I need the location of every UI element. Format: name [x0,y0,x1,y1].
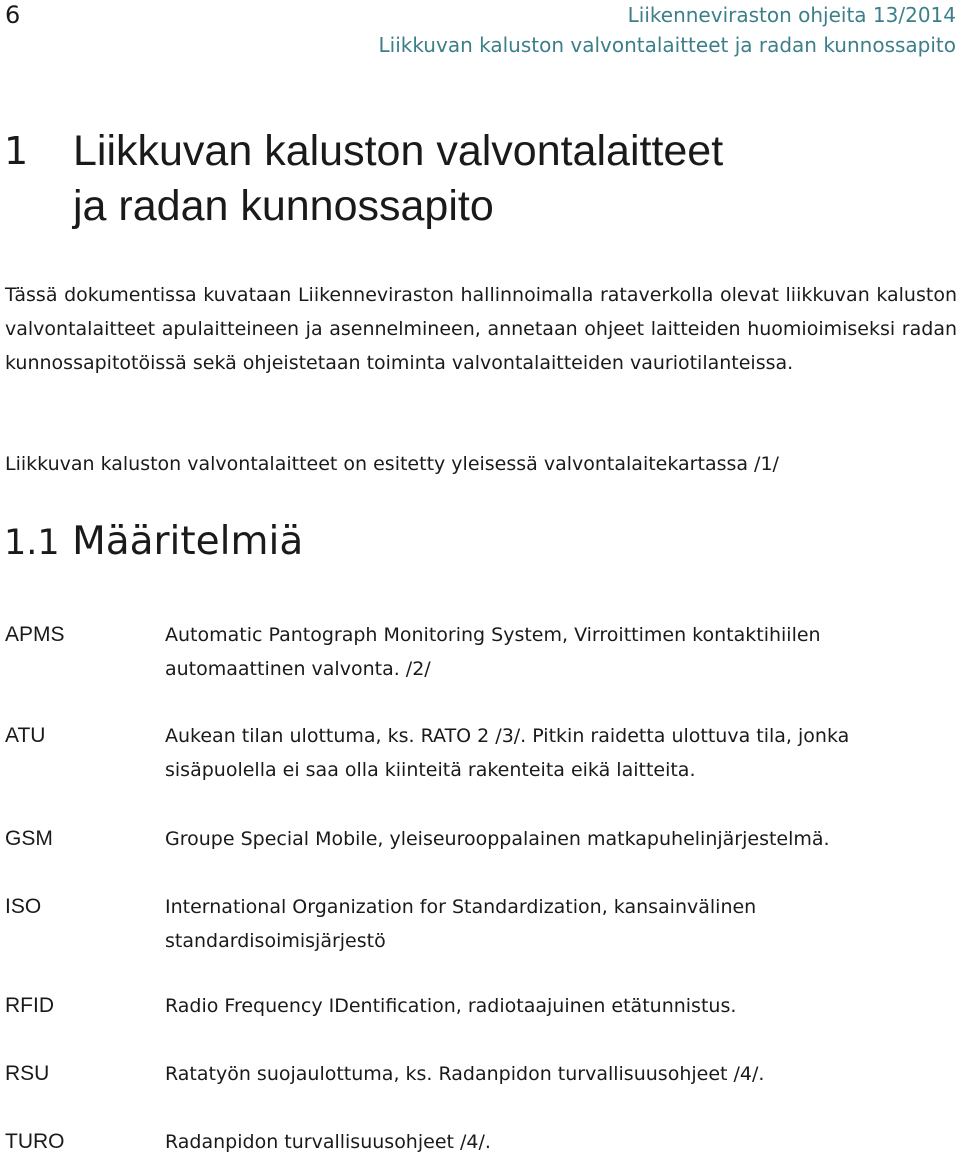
definition-term: ISO [5,895,42,918]
definition-term: APMS [5,623,65,646]
chapter-title-line-2: ja radan kunnossapito [73,182,494,230]
section-title: Määritelmiä [72,519,304,564]
chapter-title [73,124,723,234]
chapter-number: 1 [4,129,29,173]
definition-term: RSU [5,1062,50,1085]
reference-paragraph: Liikkuvan kaluston valvontalaitteet on esitetty yleisessä valvontalaitekartassa /1/ [5,453,779,475]
definition-term: TURO [5,1130,65,1153]
definition-description: Radio Frequency IDentification, radiotaajuinen etätunnistus. [165,995,737,1017]
definition-description: Groupe Special Mobile, yleiseurooppalainen matkapuhelinjärjestelmä. [165,828,830,850]
chapter-title-line-1: Liikkuvan kaluston valvontalaitteet [73,127,724,175]
intro-paragraph: Tässä dokumentissa kuvataan Liikenneviraston hallinnoimalla rataverkolla olevat liikkuvan kaluston valvontalaitteet apulaitteineen ja asennelmineen, annetaan ohjeet laitteiden huomioimiseksi radan kunnossapitotöissä sekä ohjeistetaan toiminta valvontalaitteiden vauriotilanteissa. [5,284,957,374]
definition-description: International Organization for Standardization, kansainvälinen standardisoimisjärjestö [165,896,757,952]
definition-description: Radanpidon turvallisuusohjeet /4/. [165,1131,491,1153]
definition-term: ATU [5,724,46,747]
section-number: 1.1 [4,523,60,563]
definition-description: Automatic Pantograph Monitoring System, Virroittimen kontaktihiilen automaattinen valvonta. /2/ [165,624,821,680]
section-heading [4,514,303,571]
definition-term: GSM [5,827,53,850]
running-header [379,0,957,60]
definition-term: RFID [5,994,54,1017]
definition-description: Ratatyön suojaulottuma, ks. Radanpidon turvallisuusohjeet /4/. [165,1063,765,1085]
definition-description: Aukean tilan ulottuma, ks. RATO 2 /3/. Pitkin raidetta ulottuva tila, jonka sisäpuolella ei saa olla kiinteitä rakenteita eikä laitteita. [165,725,850,781]
document-title: Liikkuvan kaluston valvontalaitteet ja radan kunnossapito [378,33,956,57]
page-number: 6 [5,1,21,29]
series-label: Liikenneviraston ohjeita 13/2014 [627,3,956,27]
